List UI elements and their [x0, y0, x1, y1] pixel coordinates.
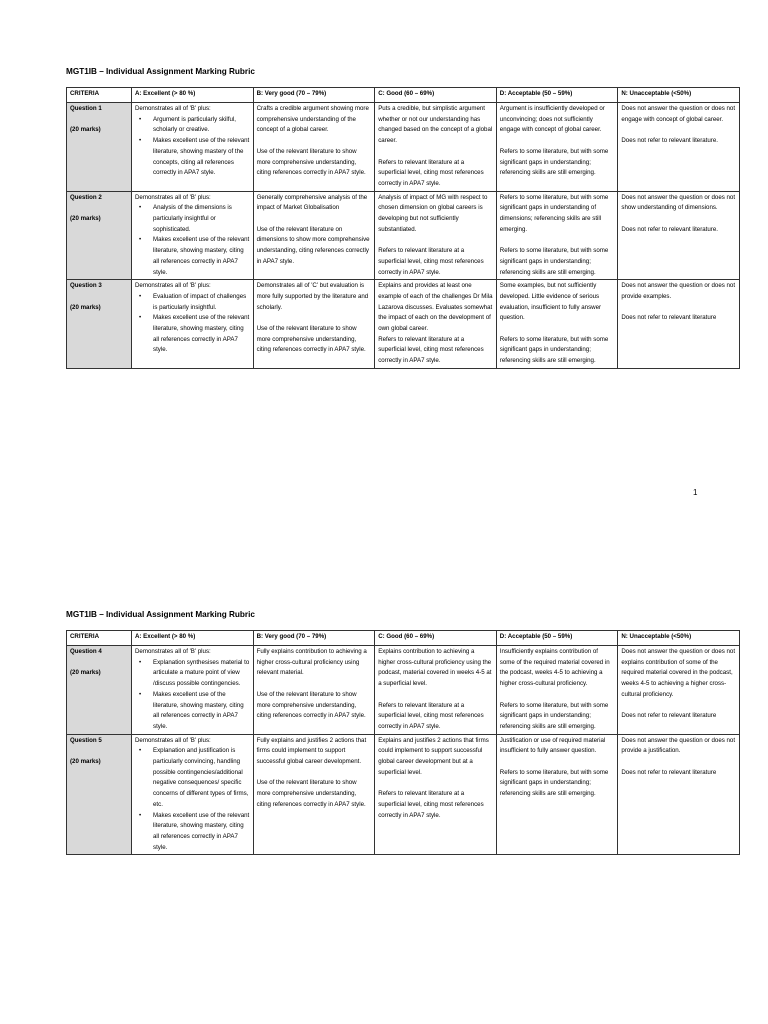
- very-good-cell: [253, 103, 375, 192]
- header-row: [67, 631, 740, 646]
- acceptable-cell: [496, 280, 618, 369]
- cell-paragraph: Crafts a credible argument showing more comprehensive understanding of the concept of a global career.: [256, 105, 369, 134]
- bullet-item: • Analysis of the dimensions is particularly insightful or sophisticated.: [135, 203, 250, 235]
- unacceptable-cell: [618, 191, 740, 280]
- bullet-item: • Makes excellent use of the relevant literature, showing mastery, citing all references correctly in APA7 style.: [135, 313, 250, 356]
- cell-paragraph: Does not refer to relevant literature.: [621, 225, 718, 233]
- excellent-cell: [132, 646, 254, 735]
- cell-paragraph: Argument is insufficiently developed or unconvincing; does not sufficiently engage with concept of global career.: [499, 105, 605, 134]
- cell-paragraph: Refers to relevant literature at a superficial level, citing most references correctly in APA7 style.: [378, 790, 484, 819]
- cell-paragraph: Does not refer to relevant literature: [621, 768, 717, 776]
- rubric-page-2: [66, 610, 739, 855]
- cell-intro: Demonstrates all of 'B' plus:: [135, 105, 211, 112]
- cell-paragraph: Puts a credible, but simplistic argument whether or not our understanding has changed based on the concept of a global career.: [378, 105, 493, 145]
- very-good-cell: [253, 280, 375, 369]
- question-label: Question 1: [70, 105, 102, 112]
- header-very-good: B: Very good (70 – 79%): [253, 631, 375, 646]
- unacceptable-cell: [618, 646, 740, 735]
- bullet-item: • Argument is particularly skilful, scholarly or creative.: [135, 115, 250, 136]
- cell-paragraph: Refers to relevant literature at a superficial level, citing most references correctly in APA7 style.: [378, 158, 484, 187]
- rubric-page-1: [66, 67, 739, 369]
- cell-paragraph: Does not answer the question or does not explains contribution of some of the required material covered in the podcast, weeks 4-5 to achieving a higher cross-cultural proficiency.: [621, 648, 736, 698]
- unacceptable-cell: [618, 103, 740, 192]
- cell-intro: Demonstrates all of 'B' plus:: [135, 648, 211, 655]
- cell-paragraph: Does not answer the question or does not engage with concept of global career.: [621, 105, 736, 123]
- good-cell: [375, 103, 497, 192]
- cell-paragraph: Refers to some literature, but with some significant gaps in understanding; referencing skills are still emerging.: [499, 335, 609, 365]
- cell-paragraph: Fully explains and justifies 2 actions that firms could implement to support successful global career development.: [256, 736, 367, 766]
- cell-paragraph: Does not refer to relevant literature.: [621, 137, 718, 145]
- header-criteria: CRITERIA: [67, 88, 132, 103]
- cell-paragraph: Explains and justifies 2 actions that firms could implement to support successful global career development but at a superficial level.: [378, 736, 489, 776]
- rubric-table: [66, 87, 740, 369]
- rubric-rows: [67, 103, 740, 369]
- good-cell: [375, 646, 497, 735]
- cell-paragraph: Justification or use of required material insufficient to fully answer question.: [499, 736, 606, 755]
- bullet-item: • Explanation and justification is particularly convincing, handling possible contingencies/additional negative consequences/ specific concerns of different types of firms, etc.: [135, 746, 250, 810]
- rubric-row: [67, 280, 740, 369]
- very-good-cell: [253, 191, 375, 280]
- excellent-cell: [132, 734, 254, 855]
- document-title: MGT1IB – Individual Assignment Marking Rubric: [66, 67, 255, 76]
- question-label: Question 2: [70, 193, 102, 201]
- criteria-bullets: [135, 115, 250, 179]
- cell-paragraph: Refers to relevant literature at a superficial level, citing most references correctly in APA7 style.: [378, 247, 484, 276]
- cell-intro: Demonstrates all of 'B' plus:: [135, 736, 211, 744]
- header-criteria: CRITERIA: [67, 631, 132, 646]
- acceptable-cell: [496, 734, 618, 855]
- cell-paragraph: Use of the relevant literature to show more comprehensive understanding, citing references correctly in APA7 style.: [256, 779, 366, 808]
- cell-paragraph: Does not answer the question or does not provide examples.: [621, 282, 736, 300]
- rubric-row: [67, 734, 740, 855]
- very-good-cell: [253, 646, 375, 735]
- cell-paragraph: Explains and provides at least one example of each of the challenges Dr Mila Lazarova discusses. Evaluates somewhat the impact of each on the development of own global career. Refers to relevant literature at a superficial level, citing most references correctly in APA7 style.: [378, 282, 493, 365]
- document-title: MGT1IB – Individual Assignment Marking Rubric: [66, 610, 255, 619]
- cell-paragraph: Use of the relevant literature on dimensions to show more comprehensive understanding, citing references correctly in APA7 style.: [256, 225, 370, 265]
- excellent-cell: [132, 280, 254, 369]
- very-good-cell: [253, 734, 375, 855]
- excellent-cell: [132, 191, 254, 280]
- bullet-item: • Explanation synthesises material to articulate a mature point of view /discuss possible contingencies.: [135, 658, 250, 690]
- header-good: C: Good (60 – 69%): [375, 88, 497, 103]
- rubric-row: [67, 103, 740, 192]
- bullet-item: • Makes excellent use of the literature, showing mastery, citing all references correctly in APA7 style.: [135, 690, 250, 733]
- cell-intro: Demonstrates all of 'B' plus:: [135, 193, 211, 201]
- cell-paragraph: Insufficiently explains contribution of some of the required material covered in the podcast, weeks 4-5 to achieving a higher cross-cultural proficiency.: [499, 648, 610, 688]
- header-acceptable: D: Acceptable (50 – 59%): [496, 88, 618, 103]
- criteria-cell: [67, 191, 132, 280]
- cell-paragraph: Analysis of impact of MG with respect to chosen dimension on global careers is developing but not sufficiently substantiated.: [378, 193, 488, 233]
- cell-paragraph: Explains contribution to achieving a higher cross-cultural proficiency using the podcast, material covered in weeks 4-5 at a superficial level.: [378, 648, 492, 688]
- cell-paragraph: Refers to some literature, but with some significant gaps in understanding of dimensions; referencing skills are still emerging.: [499, 193, 609, 233]
- header-unacceptable: N: Unacceptable (<50%): [618, 631, 740, 646]
- good-cell: [375, 734, 497, 855]
- marks-label: (20 marks): [70, 215, 101, 222]
- bullet-item: • Makes excellent use of the relevant literature, showing mastery of the concepts, citing all references correctly in APA7 style.: [135, 136, 250, 179]
- header-good: C: Good (60 – 69%): [375, 631, 497, 646]
- excellent-cell: [132, 103, 254, 192]
- cell-paragraph: Refers to some literature, but with some significant gaps in understanding; referencing skills are still emerging.: [499, 247, 609, 276]
- header-unacceptable: N: Unacceptable (<50%): [618, 88, 740, 103]
- cell-paragraph: Refers to some literature, but with some significant gaps in understanding; referencing skills are still emerging.: [499, 701, 609, 730]
- bullet-item: • Makes excellent use of the relevant literature, showing mastery, citing all references correctly in APA7 style.: [135, 235, 250, 278]
- question-label: Question 4: [70, 648, 102, 655]
- acceptable-cell: [496, 103, 618, 192]
- criteria-bullets: [135, 292, 250, 356]
- bullet-item: • Makes excellent use of the relevant literature, showing mastery, citing all references correctly in APA7 style.: [135, 811, 250, 854]
- cell-paragraph: Demonstrates all of 'C' but evaluation is more fully supported by the literature and scholarly.: [256, 282, 369, 311]
- unacceptable-cell: [618, 734, 740, 855]
- acceptable-cell: [496, 646, 618, 735]
- criteria-cell: [67, 734, 132, 855]
- marks-label: (20 marks): [70, 758, 101, 766]
- criteria-bullets: [135, 203, 250, 278]
- rubric-table: [66, 630, 740, 855]
- acceptable-cell: [496, 191, 618, 280]
- header-very-good: B: Very good (70 – 79%): [253, 88, 375, 103]
- cell-paragraph: Refers to some literature, but with some significant gaps in understanding; referencing skills are still emerging.: [499, 768, 609, 798]
- cell-paragraph: Some examples, but not sufficiently developed. Little evidence of serious evaluation, insufficient to fully answer question.: [499, 282, 602, 322]
- good-cell: [375, 191, 497, 280]
- cell-paragraph: Does not answer the question or does not show understanding of dimensions.: [621, 193, 736, 212]
- cell-paragraph: Does not answer the question or does not provide a justification.: [621, 736, 736, 755]
- cell-paragraph: Does not refer to relevant literature: [621, 314, 717, 322]
- bullet-item: • Evaluation of impact of challenges is particularly insightful.: [135, 292, 250, 313]
- cell-paragraph: Use of the relevant literature to show more comprehensive understanding, citing references correctly in APA7 style.: [256, 325, 366, 354]
- marks-label: (20 marks): [70, 303, 101, 311]
- criteria-bullets: [135, 658, 250, 733]
- cell-paragraph: Fully explains contribution to achieving a higher cross-cultural proficiency using relevant material.: [256, 648, 367, 677]
- rubric-row: [67, 646, 740, 735]
- marks-label: (20 marks): [70, 126, 101, 134]
- criteria-cell: [67, 103, 132, 192]
- cell-paragraph: Does not refer to relevant literature: [621, 712, 717, 720]
- header-acceptable: D: Acceptable (50 – 59%): [496, 631, 618, 646]
- criteria-bullets: [135, 746, 250, 853]
- marks-label: (20 marks): [70, 669, 101, 677]
- header-excellent: A: Excellent (> 80 %): [132, 88, 254, 103]
- criteria-cell: [67, 646, 132, 735]
- rubric-rows: [67, 646, 740, 855]
- page-number: 1: [693, 488, 698, 497]
- header-row: [67, 88, 740, 103]
- question-label: Question 3: [70, 282, 102, 290]
- cell-paragraph: Generally comprehensive analysis of the impact of Market Globalisation: [256, 193, 368, 212]
- rubric-row: [67, 191, 740, 280]
- cell-paragraph: Use of the relevant literature to show more comprehensive understanding, citing references correctly in APA7 style.: [256, 690, 366, 720]
- header-excellent: A: Excellent (> 80 %): [132, 631, 254, 646]
- cell-intro: Demonstrates all of 'B' plus:: [135, 282, 211, 290]
- question-label: Question 5: [70, 736, 102, 744]
- good-cell: [375, 280, 497, 369]
- cell-paragraph: Use of the relevant literature to show more comprehensive understanding, citing references correctly in APA7 style.: [256, 147, 366, 177]
- cell-paragraph: Refers to relevant literature at a superficial level, citing most references correctly in APA7 style.: [378, 701, 484, 730]
- criteria-cell: [67, 280, 132, 369]
- cell-paragraph: Refers to some literature, but with some significant gaps in understanding; referencing skills are still emerging.: [499, 147, 609, 177]
- unacceptable-cell: [618, 280, 740, 369]
